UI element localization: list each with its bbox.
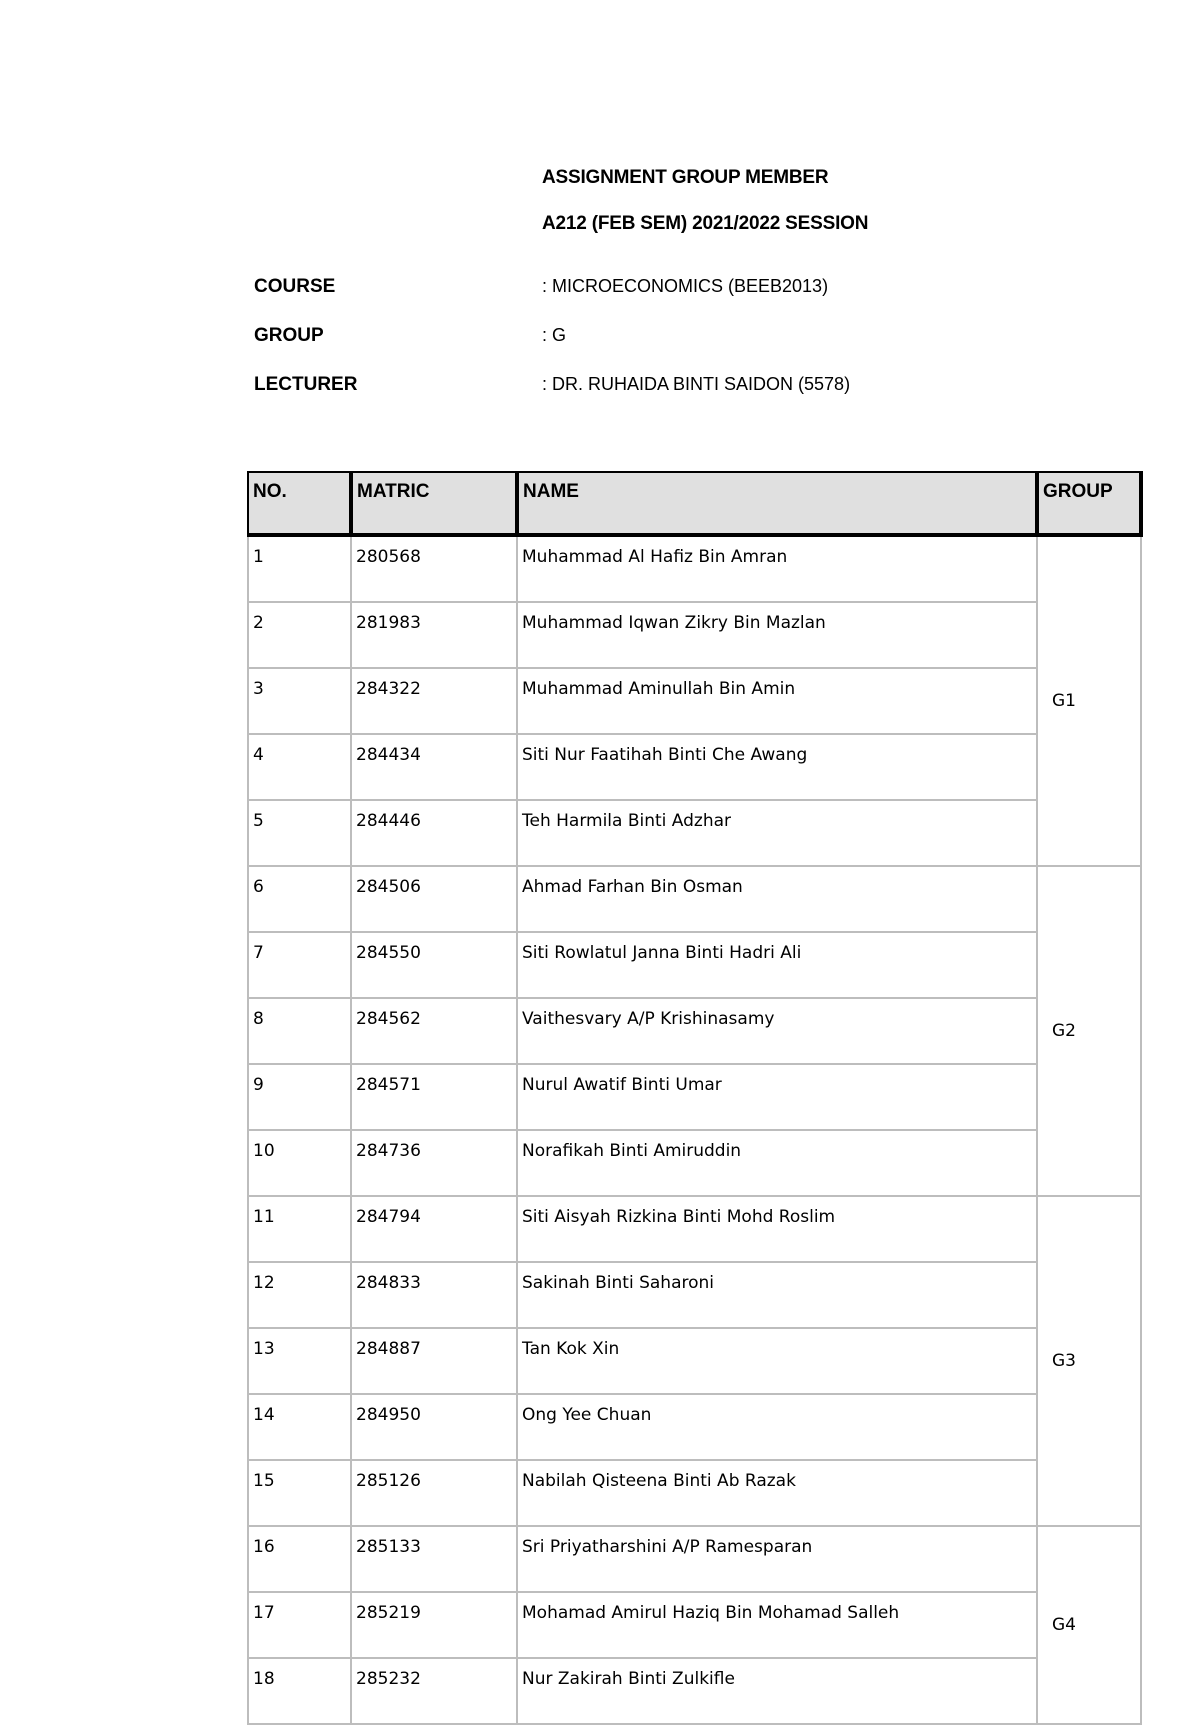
- row-matric: 284794: [351, 1196, 517, 1262]
- table-row: [248, 1328, 1141, 1394]
- table-row: [248, 1592, 1141, 1658]
- table-row: [248, 668, 1141, 734]
- row-no: 5: [248, 800, 351, 866]
- row-name: Nur Zakirah Binti Zulkifle: [517, 1658, 1037, 1724]
- table-row: [248, 1196, 1141, 1262]
- course-label: COURSE: [254, 276, 336, 297]
- row-matric: 284571: [351, 1064, 517, 1130]
- row-matric: 285133: [351, 1526, 517, 1592]
- row-matric: 284550: [351, 932, 517, 998]
- document-title: ASSIGNMENT GROUP MEMBER: [542, 167, 829, 188]
- course-value: : MICROECONOMICS (BEEB2013): [542, 276, 829, 296]
- row-name: Mohamad Amirul Haziq Bin Mohamad Salleh: [517, 1592, 1037, 1658]
- group-value: : G: [542, 325, 567, 345]
- row-matric: 285232: [351, 1658, 517, 1724]
- row-name: Muhammad Aminullah Bin Amin: [517, 668, 1037, 734]
- group-cell-g1: G1: [1037, 535, 1141, 866]
- table-row: [248, 866, 1141, 932]
- row-no: 4: [248, 734, 351, 800]
- table-row: [248, 998, 1141, 1064]
- row-matric: 284833: [351, 1262, 517, 1328]
- row-name: Ong Yee Chuan: [517, 1394, 1037, 1460]
- row-matric: 284562: [351, 998, 517, 1064]
- table-row: [248, 1526, 1141, 1592]
- row-name: Sakinah Binti Saharoni: [517, 1262, 1037, 1328]
- row-no: 18: [248, 1658, 351, 1724]
- group-cell-g2: G2: [1037, 866, 1141, 1196]
- row-matric: 281983: [351, 602, 517, 668]
- row-name: Ahmad Farhan Bin Osman: [517, 866, 1037, 932]
- row-matric: 284434: [351, 734, 517, 800]
- header-matric: MATRIC: [351, 472, 517, 535]
- table-row: [248, 932, 1141, 998]
- row-no: 9: [248, 1064, 351, 1130]
- group-label: GROUP: [254, 325, 324, 346]
- row-no: 17: [248, 1592, 351, 1658]
- group-cell-g3: G3: [1037, 1196, 1141, 1526]
- group-cell-g4: G4: [1037, 1526, 1141, 1724]
- lecturer-label: LECTURER: [254, 374, 358, 395]
- group-member-table: [247, 471, 1143, 1725]
- row-matric: 280568: [351, 535, 517, 602]
- row-name: Vaithesvary A/P Krishinasamy: [517, 998, 1037, 1064]
- row-no: 3: [248, 668, 351, 734]
- row-no: 10: [248, 1130, 351, 1196]
- row-no: 8: [248, 998, 351, 1064]
- row-matric: 285219: [351, 1592, 517, 1658]
- row-matric: 284506: [351, 866, 517, 932]
- session-subtitle: A212 (FEB SEM) 2021/2022 SESSION: [542, 213, 869, 234]
- row-name: Siti Nur Faatihah Binti Che Awang: [517, 734, 1037, 800]
- table-row: [248, 602, 1141, 668]
- header-group: GROUP: [1037, 472, 1141, 535]
- row-no: 16: [248, 1526, 351, 1592]
- row-no: 15: [248, 1460, 351, 1526]
- row-no: 2: [248, 602, 351, 668]
- row-no: 13: [248, 1328, 351, 1394]
- table-row: [248, 1262, 1141, 1328]
- table-row: [248, 1460, 1141, 1526]
- row-matric: 284322: [351, 668, 517, 734]
- lecturer-value: : DR. RUHAIDA BINTI SAIDON (5578): [542, 374, 851, 394]
- row-no: 7: [248, 932, 351, 998]
- row-name: Tan Kok Xin: [517, 1328, 1037, 1394]
- header-no: NO.: [248, 472, 351, 535]
- row-name: Sri Priyatharshini A/P Ramesparan: [517, 1526, 1037, 1592]
- row-no: 1: [248, 535, 351, 602]
- row-matric: 284736: [351, 1130, 517, 1196]
- header-name: NAME: [517, 472, 1037, 535]
- row-name: Muhammad Al Hafiz Bin Amran: [517, 535, 1037, 602]
- table-row: [248, 800, 1141, 866]
- row-name: Siti Rowlatul Janna Binti Hadri Ali: [517, 932, 1037, 998]
- row-matric: 285126: [351, 1460, 517, 1526]
- row-no: 12: [248, 1262, 351, 1328]
- table-row: [248, 1394, 1141, 1460]
- row-matric: 284887: [351, 1328, 517, 1394]
- table-row: [248, 734, 1141, 800]
- row-matric: 284950: [351, 1394, 517, 1460]
- table-row: [248, 1130, 1141, 1196]
- row-name: Norafikah Binti Amiruddin: [517, 1130, 1037, 1196]
- row-matric: 284446: [351, 800, 517, 866]
- row-no: 14: [248, 1394, 351, 1460]
- table-row: [248, 1064, 1141, 1130]
- row-name: Nurul Awatif Binti Umar: [517, 1064, 1037, 1130]
- table-row: [248, 535, 1141, 602]
- row-no: 6: [248, 866, 351, 932]
- row-name: Muhammad Iqwan Zikry Bin Mazlan: [517, 602, 1037, 668]
- row-name: Nabilah Qisteena Binti Ab Razak: [517, 1460, 1037, 1526]
- row-name: Teh Harmila Binti Adzhar: [517, 800, 1037, 866]
- row-no: 11: [248, 1196, 351, 1262]
- row-name: Siti Aisyah Rizkina Binti Mohd Roslim: [517, 1196, 1037, 1262]
- table-header-row: [248, 472, 1141, 535]
- table-row: [248, 1658, 1141, 1724]
